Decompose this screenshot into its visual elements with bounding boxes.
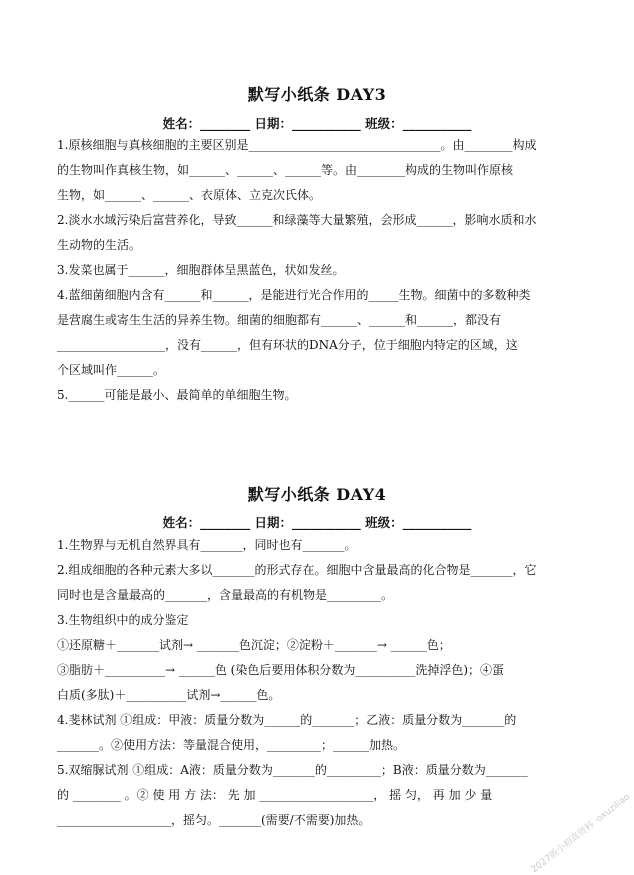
day3-title: 默写小纸条 DAY3 [247,85,387,104]
day3-line: 个区域叫作______。 [57,363,166,377]
day3-line: __________________，没有______，但有环状的DNA分子，位于细胞内特定的区域，这 [57,338,518,352]
day4-line: 1.生物界与无机自然界具有_______，同时也有_______。 [57,538,357,552]
day4-line: 4.斐林试剂 ①组成：甲液：质量分数为______的_______；乙液：质量分数为_______的 [57,713,517,727]
day3-line: 3.发菜也属于______，细胞群体呈黑蓝色，状如发丝。 [57,263,345,277]
day4-title: 默写小纸条 DAY4 [247,485,387,504]
day4-line: ③脂肪＋__________→ ______色 (染色后要用体积分数为__________洗掉浮色)；④蛋 [57,663,505,677]
day3-info-row: 姓名：________ 日期：___________ 班级：___________ [162,116,472,131]
day4-line: 5.双缩脲试剂 ①组成：A液：质量分数为_______的_________；B液：质量分数为_______ [57,763,528,777]
day3-line: 的生物叫作真核生物，如______、______、______等。由________构成的生物叫作原核 [57,163,514,177]
day3-line: 是营腐生或寄生生活的异养生物。细菌的细胞都有______、______和______，都没有 [57,313,502,327]
day3-line: 生物，如______、______、衣原体、立克次氏体。 [57,188,322,202]
day4-line: 的 ________ 。② 使 用 方 法： 先 加 ___________________， 摇 匀， 再 加 少 量 [57,788,493,802]
day4-body [57,533,577,833]
day3-body [57,133,577,408]
day4-line: 白质(多肽)＋__________试剂→______色。 [57,688,281,702]
day4-line: 同时也是含量最高的_______，含量最高的有机物是_________。 [57,588,394,602]
day3-line: 4.蓝细菌细胞内含有______和______，是能进行光合作用的_____生物。细菌中的多数种类 [57,288,531,302]
day3-line: 生动物的生活。 [57,238,142,252]
day4-line: ___________________，摇匀。_______(需要/不需要)加热。 [57,813,371,827]
day4-line: 3.生物组织中的成分鉴定 [57,613,189,627]
day3-line: 1.原核细胞与真核细胞的主要区别是________________________________。由________构成 [57,138,537,152]
watermark: 2027版小初高资料 ·oxuziliao [529,792,632,875]
day4-line: ①还原糖＋_______试剂→ _______色沉淀；②淀粉＋_______→ ______色； [57,638,451,652]
day3-line: 5.______可能是最小、最简单的单细胞生物。 [57,388,297,402]
day4-line: 2.组成细胞的各种元素大多以_______的形式存在。细胞中含量最高的化合物是_______，它 [57,563,537,577]
day3-line: 2.淡水水域污染后富营养化，导致______和绿藻等大量繁殖，会形成______，影响水质和水 [57,213,537,227]
day4-info-row: 姓名：________ 日期：___________ 班级：___________ [162,515,472,530]
day4-line: _______。②使用方法：等量混合使用，_________；______加热。 [57,738,406,752]
